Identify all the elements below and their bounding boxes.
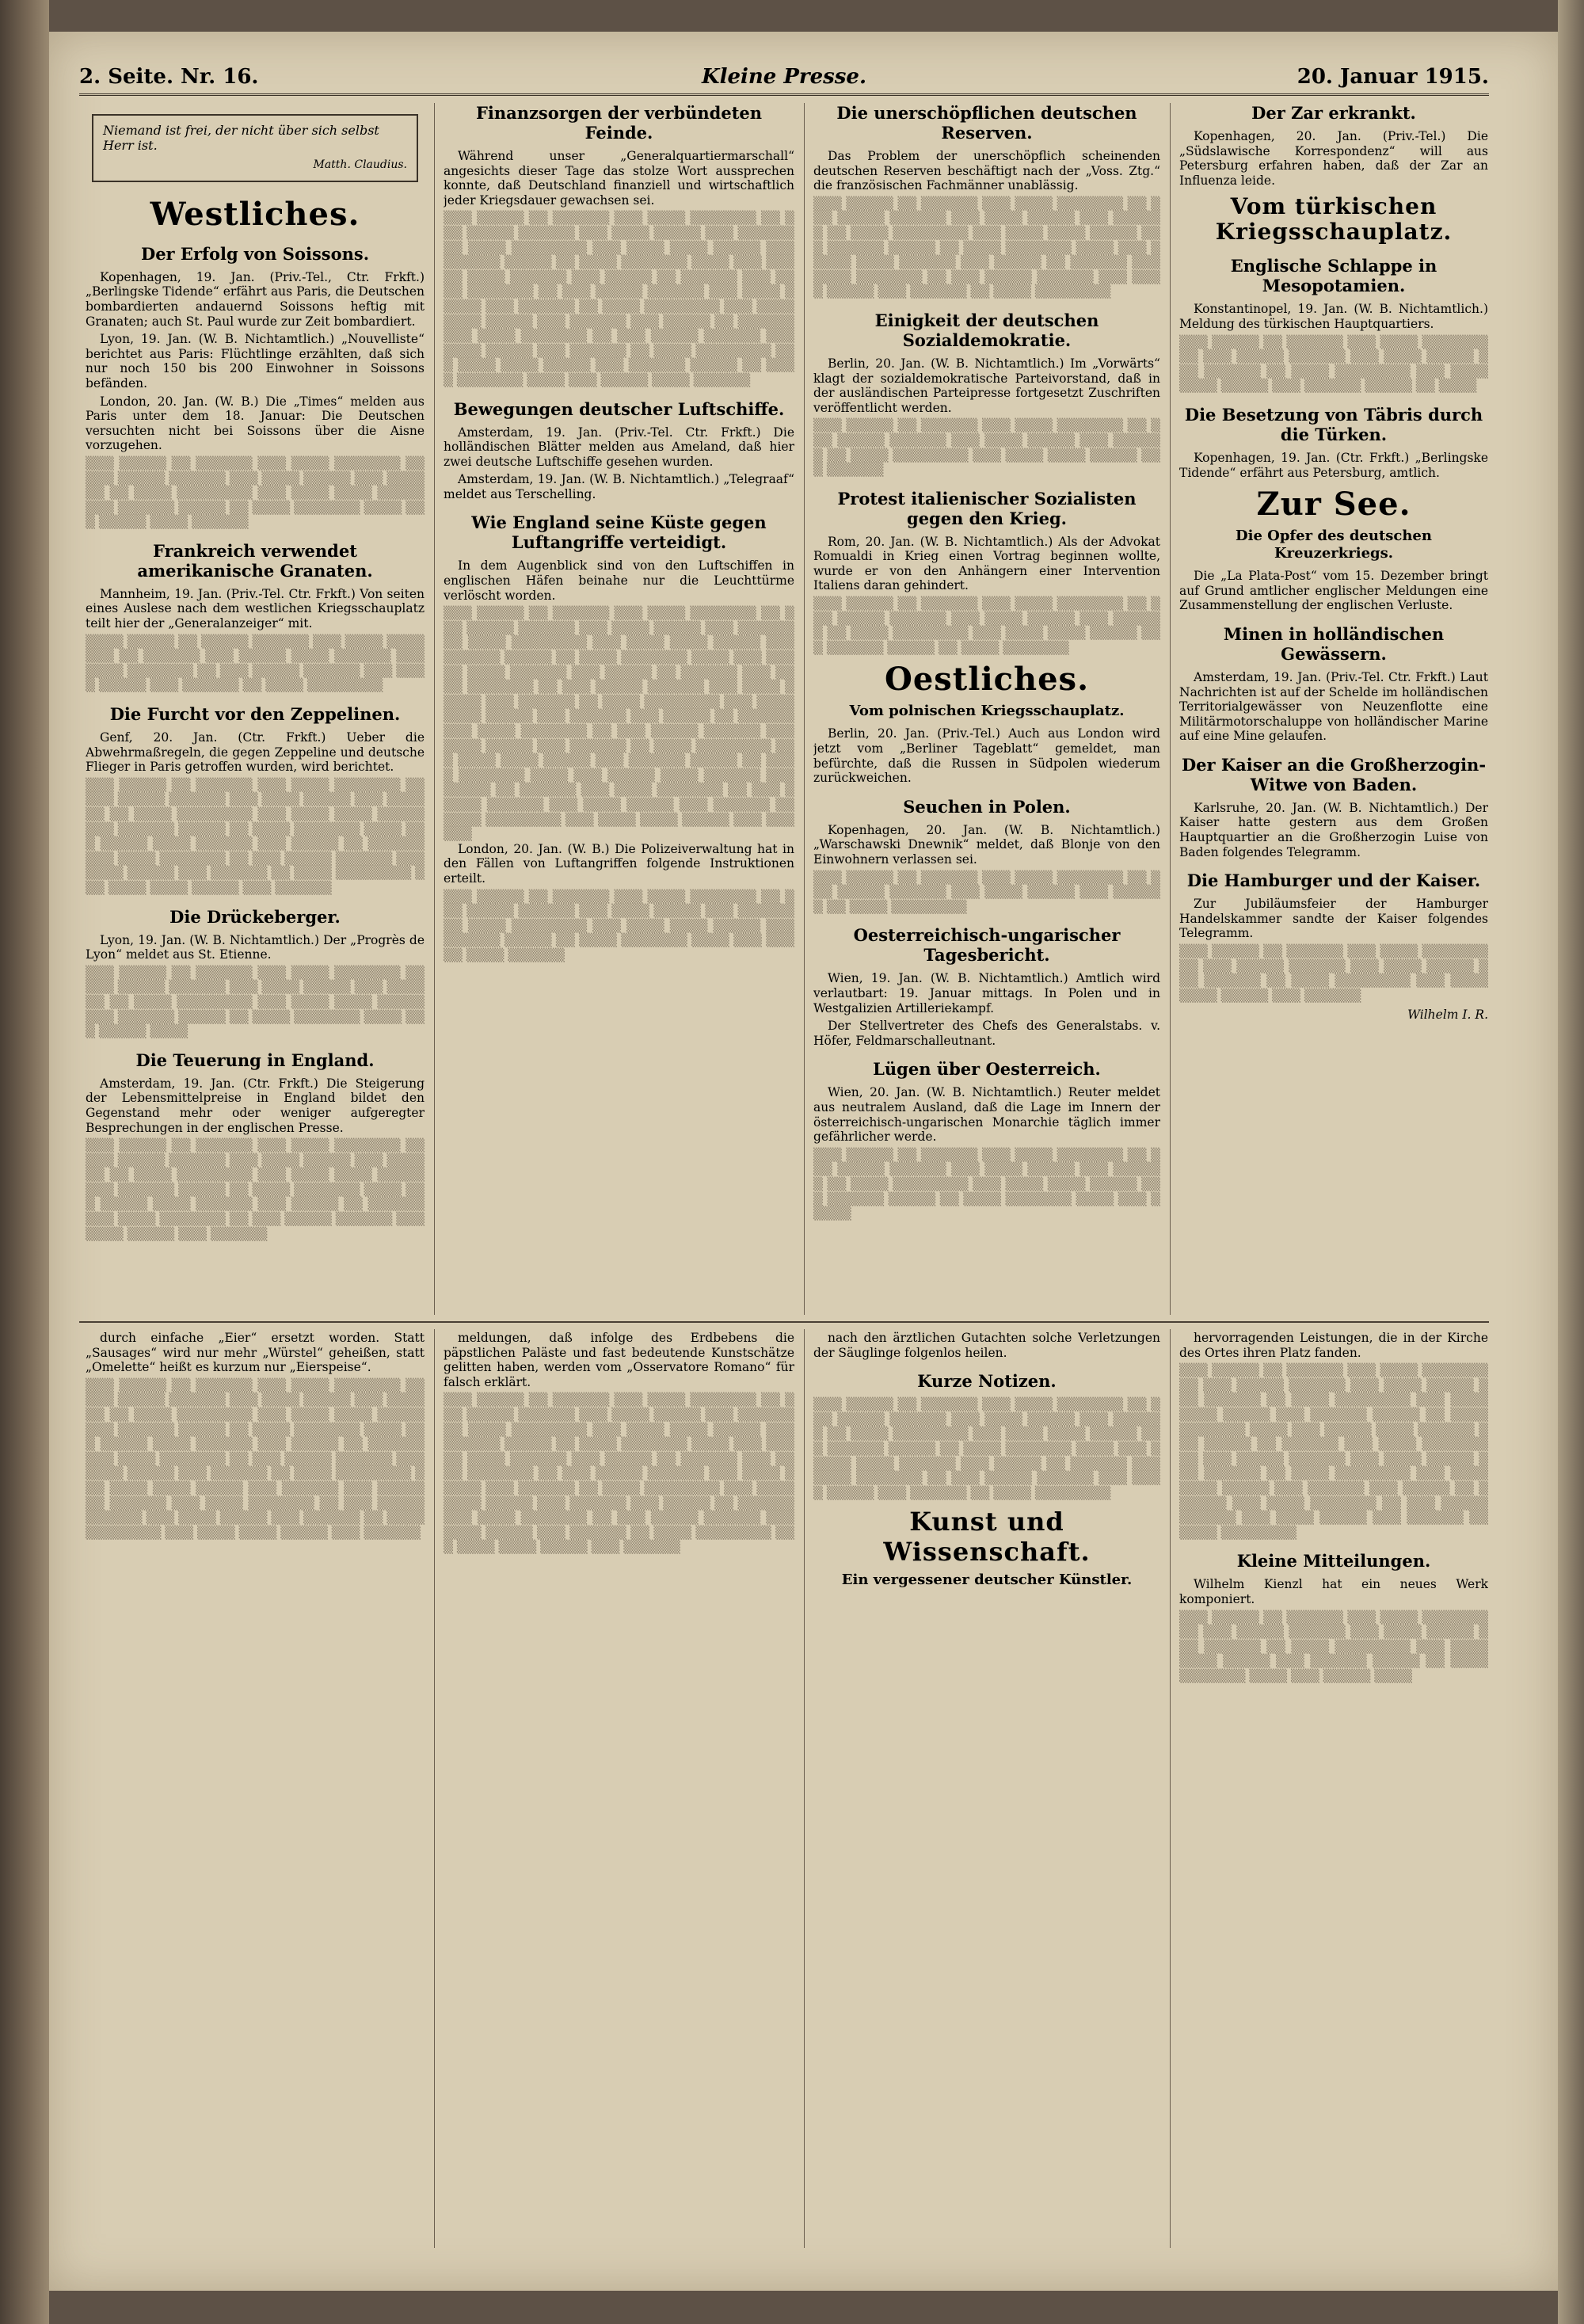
article-text: Wilhelm Kienzl hat ein neues Werk komponiert. (1179, 1577, 1488, 1606)
lower-column-1 (86, 1331, 425, 2242)
article-text: Lyon, 19. Jan. (W. B. Nichtamtlich.) Der „Progrès de Lyon“ meldet aus St. Etienne. (86, 932, 425, 962)
article-text: Mannheim, 19. Jan. (Priv.-Tel. Ctr. Frkft.) Von seiten eines Auslese nach dem westlichen Kriegsschauplatz teilt hier der „Generalanzeiger“ mit. (86, 586, 425, 631)
article-heading: Wie England seine Küste gegen Luftangriffe verteidigt. (471, 512, 767, 553)
article-heading: Die Opfer des deutschen Kreuzerkriegs. (1236, 528, 1432, 562)
motto-text: Niemand ist frei, der nicht über sich selbst Herr ist. (103, 123, 379, 153)
column-1 (86, 103, 425, 1315)
column-rule (1170, 1329, 1171, 2248)
article-text: Während unser „Generalquartiermarschall“ angesichts dieser Tage das stolze Wort aussprechen konnte, daß Deutschland finanziell und wirtschaftlich jeder Kriegsdauer gewachsen sei. (444, 149, 794, 208)
filler-text: ▒▒▒ ▒▒▒▒▒ ▒▒ ▒▒▒▒▒▒ ▒▒▒ ▒▒▒▒ ▒▒▒▒▒▒▒ ▒▒ ▒▒▒ ▒▒▒▒▒ ▒▒▒▒▒▒ ▒▒▒ ▒▒▒▒ ▒▒▒▒▒ ▒▒▒ ▒▒▒▒▒▒ ▒▒ ▒▒▒▒ ▒▒▒▒▒▒▒▒ ▒▒▒ ▒▒▒▒ ▒▒▒▒ ▒▒▒▒▒ ▒▒▒ ▒▒▒▒▒▒ (813, 418, 1160, 478)
article-heading: Einigkeit der deutschen Sozialdemokratie. (874, 310, 1099, 350)
article-heading: Die Hamburger und der Kaiser. (1186, 871, 1481, 891)
filler-text: ▒▒▒ ▒▒▒▒▒ ▒▒ ▒▒▒▒▒▒ ▒▒▒ ▒▒▒▒ ▒▒▒▒▒▒▒ ▒▒ ▒▒▒ ▒▒▒▒▒ ▒▒▒▒▒▒ ▒▒▒ ▒▒▒▒ ▒▒▒▒▒ ▒▒▒ ▒▒▒▒▒▒ ▒▒ ▒▒▒▒ ▒▒▒▒▒▒▒▒ ▒▒▒ ▒▒▒▒ ▒▒▒▒ ▒▒▒▒▒ ▒▒▒ ▒▒▒▒▒▒ ▒▒▒▒▒ ▒▒ ▒▒▒▒ ▒▒▒▒▒▒▒ ▒▒▒▒ ▒▒▒ ▒▒▒▒▒ ▒▒▒▒ ▒▒▒▒▒▒ ▒▒▒ ▒▒▒▒▒ ▒▒ ▒▒▒▒▒▒ ▒▒▒ ▒▒▒▒ ▒▒▒▒▒▒▒ ▒▒ ▒▒▒ ▒▒▒▒▒ ▒▒▒▒▒▒ ▒▒▒ ▒▒▒▒ ▒▒▒▒▒ ▒▒▒ ▒▒▒▒▒▒ ▒▒ ▒▒▒▒ ▒▒▒▒▒▒▒▒ ▒▒▒ ▒▒▒▒ ▒▒▒▒ ▒▒▒▒▒ ▒▒▒ ▒▒▒▒▒▒ (86, 777, 425, 895)
motto-author: Matth. Claudius. (313, 158, 407, 172)
article-text: Amsterdam, 19. Jan. (Ctr. Frkft.) Die Steigerung der Lebensmittelpreise in England bildet den Gegenstand mehr oder weniger aufgeregter Besprechungen in der englischen Presse. (86, 1076, 425, 1135)
article-heading: Finanzsorgen der verbündeten Feinde. (475, 103, 763, 143)
article-text: Wien, 20. Jan. (W. B. Nichtamtlich.) Reuter meldet aus neutralem Ausland, daß die Lage im Innern der österreichisch-ungarischen Monarchie täglich immer gefährlicher werde. (813, 1085, 1160, 1145)
filler-text: ▒▒▒ ▒▒▒▒▒ ▒▒ ▒▒▒▒▒▒ ▒▒▒ ▒▒▒▒ ▒▒▒▒▒▒▒ ▒▒ ▒▒▒ ▒▒▒▒▒ ▒▒▒▒▒▒ ▒▒▒ ▒▒▒▒ ▒▒▒▒▒ ▒▒▒ ▒▒▒▒▒▒ ▒▒ ▒▒▒▒ ▒▒▒▒▒▒▒▒ (813, 870, 1160, 914)
section-heading: Westliches. (150, 195, 360, 233)
paper-title: Kleine Presse. (701, 65, 867, 89)
filler-text: ▒▒▒▒ ▒▒▒▒▒ ▒▒ ▒▒▒▒▒ ▒▒▒▒▒▒ ▒▒▒ ▒▒▒▒ ▒▒▒▒▒▒▒ ▒▒ ▒▒▒▒▒▒ ▒▒▒ ▒▒▒▒▒ ▒▒▒▒ ▒▒▒▒▒▒ ▒▒▒ ▒▒▒▒ ▒▒▒▒▒▒▒ ▒▒ ▒▒▒ ▒▒▒▒▒ ▒▒▒▒▒▒ ▒▒▒ ▒▒▒▒ ▒▒▒▒▒ ▒▒▒ ▒▒▒▒▒▒ ▒▒ ▒▒▒▒ ▒▒▒▒▒▒▒▒ (86, 634, 425, 693)
article-text: Kopenhagen, 20. Jan. (Priv.-Tel.) Die „Südslawische Korrespondenz“ will aus Petersburg erfahren haben, daß der Zar an Influenza leide. (1179, 129, 1488, 188)
filler-text: ▒▒▒ ▒▒▒▒▒ ▒▒ ▒▒▒▒▒▒ ▒▒▒ ▒▒▒▒ ▒▒▒▒▒▒▒ ▒▒ ▒▒▒ ▒▒▒▒▒ ▒▒▒▒▒▒ ▒▒▒ ▒▒▒▒ ▒▒▒▒▒ ▒▒▒ ▒▒▒▒▒▒ ▒▒ ▒▒▒▒ ▒▒▒▒▒▒▒▒ ▒▒▒ ▒▒▒▒ ▒▒▒▒ ▒▒▒▒▒ ▒▒▒ ▒▒▒▒▒▒ ▒▒▒▒▒ ▒▒ ▒▒▒▒ ▒▒▒▒▒▒▒ ▒▒▒▒ ▒▒▒ ▒▒▒▒▒ ▒▒▒▒ ▒▒▒▒▒▒ (86, 455, 425, 530)
page-number: 2. Seite. Nr. 16. (79, 65, 259, 89)
article-text: Amsterdam, 19. Jan. (Priv.-Tel. Ctr. Frkft.) Laut Nachrichten ist auf der Schelde im holländischen Territorialgewässer von Neuzenflotte eine Militärmotorschaluppe von holländischer Marine auf eine Mine gelaufen. (1179, 669, 1488, 744)
article-text: Die „La Plata-Post“ vom 15. Dezember bringt auf Grund amtlicher englischer Meldungen eine Zusammenstellung der englischen Verluste. (1179, 569, 1488, 613)
article-heading: Protest italienischer Sozialisten gegen den Krieg. (837, 488, 1137, 528)
lower-column-3 (813, 1331, 1160, 2242)
lower-column-4 (1179, 1331, 1488, 2242)
filler-text: ▒▒▒ ▒▒▒▒▒ ▒▒ ▒▒▒▒▒▒ ▒▒▒ ▒▒▒▒ ▒▒▒▒▒▒▒ ▒▒ ▒▒▒ ▒▒▒▒▒ ▒▒▒▒▒▒ ▒▒▒ ▒▒▒▒ ▒▒▒▒▒ ▒▒▒ ▒▒▒▒▒▒ ▒▒ ▒▒▒▒ ▒▒▒▒▒▒▒▒ ▒▒▒ ▒▒▒▒ ▒▒▒▒ ▒▒▒▒▒ ▒▒▒ ▒▒▒▒▒▒ ▒▒▒▒▒ ▒▒ ▒▒▒▒ ▒▒▒▒▒▒▒ ▒▒▒▒ ▒▒▒ ▒▒▒▒▒ ▒▒▒▒ ▒▒▒▒▒▒ ▒▒▒ ▒▒▒▒▒ ▒▒ ▒▒▒▒▒▒ ▒▒▒ ▒▒▒▒ ▒▒▒▒▒▒▒ ▒▒ ▒▒▒ ▒▒▒▒▒ ▒▒▒▒▒▒ ▒▒▒ ▒▒▒▒ ▒▒▒▒▒ ▒▒▒ ▒▒▒▒▒▒ ▒▒ ▒▒▒▒ ▒▒▒▒▒▒▒▒ (813, 1397, 1160, 1500)
section-heading: Vom türkischen Kriegsschauplatz. (1215, 193, 1453, 246)
article-heading: Vom polnischen Kriegsschauplatz. (849, 703, 1125, 720)
article-heading: Der Kaiser an die Großherzogin-Witwe von Baden. (1181, 754, 1487, 794)
article-heading: Seuchen in Polen. (903, 796, 1071, 817)
article-heading: Die Besetzung von Täbris durch die Türken. (1184, 404, 1483, 444)
article-text: Konstantinopel, 19. Jan. (W. B. Nichtamtlich.) Meldung des türkischen Hauptquartiers. (1179, 302, 1488, 331)
filler-text: ▒▒▒ ▒▒▒▒▒ ▒▒ ▒▒▒▒▒▒ ▒▒▒ ▒▒▒▒ ▒▒▒▒▒▒▒ ▒▒ ▒▒▒ ▒▒▒▒▒ ▒▒▒▒▒▒ ▒▒▒ ▒▒▒▒ ▒▒▒▒▒ ▒▒▒ ▒▒▒▒▒▒ ▒▒ ▒▒▒▒ ▒▒▒▒▒▒▒▒ ▒▒▒ ▒▒▒▒ ▒▒▒▒ ▒▒▒▒▒ ▒▒▒ ▒▒▒▒▒▒ ▒▒▒▒▒ ▒▒ ▒▒▒▒ ▒▒▒▒▒▒▒ ▒▒▒▒ ▒▒▒ ▒▒▒▒▒ ▒▒▒▒ ▒▒▒▒▒▒ ▒▒▒ ▒▒▒▒▒ ▒▒ ▒▒▒▒▒▒ ▒▒▒ ▒▒▒▒ ▒▒▒▒▒▒▒ ▒▒ ▒▒▒ ▒▒▒▒▒ ▒▒▒▒▒▒ ▒▒▒ ▒▒▒▒ ▒▒▒▒▒ ▒▒▒ ▒▒▒▒▒▒ ▒▒ ▒▒▒▒ ▒▒▒▒▒▒▒▒ (813, 196, 1160, 299)
filler-text: ▒▒▒ ▒▒▒▒▒ ▒▒ ▒▒▒▒▒▒ ▒▒▒ ▒▒▒▒ ▒▒▒▒▒▒▒ ▒▒ ▒▒▒ ▒▒▒▒▒ ▒▒▒▒▒▒ ▒▒▒ ▒▒▒▒ ▒▒▒▒▒ ▒▒▒ ▒▒▒▒▒▒ ▒▒ ▒▒▒▒ ▒▒▒▒▒▒▒▒ ▒▒▒ ▒▒▒▒ ▒▒▒▒ ▒▒▒▒▒ ▒▒▒ ▒▒▒▒▒▒ ▒▒▒▒▒ ▒▒ ▒▒▒▒ ▒▒▒▒▒▒▒ ▒▒▒▒ ▒▒▒ ▒▒▒▒▒ ▒▒▒▒ ▒▒▒▒▒▒ ▒▒▒ ▒▒▒▒▒ ▒▒ ▒▒▒▒▒▒ ▒▒▒ ▒▒▒▒ ▒▒▒▒▒▒▒ ▒▒ ▒▒▒ ▒▒▒▒▒ ▒▒▒▒▒▒ ▒▒▒ ▒▒▒▒ ▒▒▒▒▒ ▒▒▒ ▒▒▒▒▒▒ ▒▒ ▒▒▒▒ ▒▒▒▒▒▒▒▒ ▒▒▒ ▒▒▒▒ ▒▒▒▒ ▒▒▒▒▒ ▒▒▒ ▒▒▒▒▒▒ ▒▒▒ ▒▒▒▒▒ ▒▒ ▒▒▒▒▒▒ ▒▒▒ ▒▒▒▒ ▒▒▒▒▒▒▒ ▒▒ ▒▒▒ ▒▒▒▒▒ ▒▒▒▒▒▒ ▒▒▒ ▒▒▒▒ ▒▒▒▒▒ ▒▒▒ ▒▒▒▒▒▒ ▒▒ ▒▒▒▒ ▒▒▒▒▒▒▒▒ ▒▒▒ ▒▒▒▒ ▒▒▒▒ ▒▒▒▒▒ ▒▒▒ ▒▒▒▒▒▒ ▒▒▒▒▒ ▒▒ ▒▒▒▒ ▒▒▒▒▒▒▒ ▒▒▒▒ ▒▒▒ ▒▒▒▒▒ ▒▒▒▒ ▒▒▒▒▒▒ (444, 211, 794, 387)
article-text: durch einfache „Eier“ ersetzt worden. Statt „Sausages“ wird nur mehr „Würstel“ geheißen, statt „Omelette“ heißt es kurzum nur „Eierspeise“. (86, 1331, 425, 1375)
column-3 (813, 103, 1160, 1315)
lower-column-2 (444, 1331, 794, 2242)
article-heading: Die Teuerung in England. (135, 1050, 375, 1070)
filler-text: ▒▒▒ ▒▒▒▒▒ ▒▒ ▒▒▒▒▒▒ ▒▒▒ ▒▒▒▒ ▒▒▒▒▒▒▒ ▒▒ ▒▒▒ ▒▒▒▒▒ ▒▒▒▒▒▒ ▒▒▒ ▒▒▒▒ ▒▒▒▒▒ ▒▒▒ ▒▒▒▒▒▒ ▒▒ ▒▒▒▒ ▒▒▒▒▒▒▒▒ ▒▒▒ ▒▒▒▒ ▒▒▒▒ ▒▒▒▒▒ ▒▒▒ ▒▒▒▒▒▒ ▒▒▒▒▒ ▒▒ ▒▒▒▒ ▒▒▒▒▒▒▒ ▒▒▒▒ ▒▒▒ ▒▒▒▒▒ ▒▒▒▒ ▒▒▒▒▒▒ (444, 889, 794, 962)
article-text: Der Stellvertreter des Chefs des Generalstabs. v. Höfer, Feldmarschalleutnant. (813, 1019, 1160, 1048)
article-heading: Kleine Mitteilungen. (1236, 1551, 1431, 1572)
filler-text: ▒▒▒ ▒▒▒▒▒ ▒▒ ▒▒▒▒▒▒ ▒▒▒ ▒▒▒▒ ▒▒▒▒▒▒▒ ▒▒ ▒▒▒ ▒▒▒▒▒ ▒▒▒▒▒▒ ▒▒▒ ▒▒▒▒ ▒▒▒▒▒ ▒▒▒ ▒▒▒▒▒▒ ▒▒ ▒▒▒▒ ▒▒▒▒▒▒▒▒ ▒▒▒ ▒▒▒▒ ▒▒▒▒ ▒▒▒▒▒ ▒▒▒ ▒▒▒▒▒▒ ▒▒▒▒▒ ▒▒ ▒▒▒▒ ▒▒▒▒▒▒▒ ▒▒▒▒ ▒▒▒ ▒▒▒▒▒ ▒▒▒▒ ▒▒▒▒▒▒ ▒▒▒ ▒▒▒▒▒ ▒▒ ▒▒▒▒▒▒ ▒▒▒ ▒▒▒▒ ▒▒▒▒▒▒▒ ▒▒ ▒▒▒ ▒▒▒▒▒ ▒▒▒▒▒▒ ▒▒▒ ▒▒▒▒ ▒▒▒▒▒ ▒▒▒ ▒▒▒▒▒▒ ▒▒ ▒▒▒▒ ▒▒▒▒▒▒▒▒ ▒▒▒ ▒▒▒▒ ▒▒▒▒ ▒▒▒▒▒ ▒▒▒ ▒▒▒▒▒▒ ▒▒▒ ▒▒▒▒▒ ▒▒ ▒▒▒▒▒▒ ▒▒▒ ▒▒▒▒ ▒▒▒▒▒▒▒ ▒▒ ▒▒▒ ▒▒▒▒▒ ▒▒▒▒▒▒ ▒▒▒ ▒▒▒▒ ▒▒▒▒▒ ▒▒▒ ▒▒▒▒▒▒ ▒▒ ▒▒▒▒ ▒▒▒▒▒▒▒▒ ▒▒▒ ▒▒▒▒ ▒▒▒▒ ▒▒▒▒▒ ▒▒▒ ▒▒▒▒▒▒ (444, 1392, 794, 1555)
article-heading: Englische Schlappe in Mesopotamien. (1230, 256, 1437, 296)
article-text: Rom, 20. Jan. (W. B. Nichtamtlich.) Als der Advokat Romualdi in Krieg einen Vortrag beginnen wollte, wurde er von den Anhängern einer Intervention Italiens daran gehindert. (813, 534, 1160, 593)
filler-text: ▒▒▒ ▒▒▒▒▒ ▒▒ ▒▒▒▒▒▒ ▒▒▒ ▒▒▒▒ ▒▒▒▒▒▒▒ ▒▒ ▒▒▒ ▒▒▒▒▒ ▒▒▒▒▒▒ ▒▒▒ ▒▒▒▒ ▒▒▒▒▒ ▒▒▒ ▒▒▒▒▒▒ ▒▒ ▒▒▒▒ ▒▒▒▒▒▒▒▒ ▒▒▒ ▒▒▒▒ ▒▒▒▒ ▒▒▒▒▒ ▒▒▒ ▒▒▒▒▒▒ ▒▒▒▒▒ ▒▒ ▒▒▒▒ ▒▒▒▒▒▒▒ (813, 596, 1160, 655)
article-text: London, 20. Jan. (W. B.) Die Polizeiverwaltung hat in den Fällen von Luftangriffen folgende Instruktionen erteilt. (444, 841, 794, 886)
article-heading: Die Drückeberger. (169, 906, 341, 927)
article-text: nach den ärztlichen Gutachten solche Verletzungen der Säuglinge folgenlos heilen. (813, 1331, 1160, 1360)
filler-text: ▒▒▒ ▒▒▒▒▒ ▒▒ ▒▒▒▒▒▒ ▒▒▒ ▒▒▒▒ ▒▒▒▒▒▒▒ ▒▒ ▒▒▒ ▒▒▒▒▒ ▒▒▒▒▒▒ ▒▒▒ ▒▒▒▒ ▒▒▒▒▒ ▒▒▒ ▒▒▒▒▒▒ ▒▒ ▒▒▒▒ ▒▒▒▒▒▒▒▒ ▒▒▒ ▒▒▒▒ ▒▒▒▒ ▒▒▒▒▒ ▒▒▒ ▒▒▒▒▒▒ ▒▒▒▒▒ ▒▒ ▒▒▒▒ ▒▒▒▒▒▒▒ ▒▒▒▒ ▒▒▒ ▒▒▒▒▒ ▒▒▒▒ ▒▒▒▒▒▒ ▒▒▒ ▒▒▒▒▒ ▒▒ ▒▒▒▒▒▒ ▒▒▒ ▒▒▒▒ ▒▒▒▒▒▒▒ ▒▒ ▒▒▒ ▒▒▒▒▒ ▒▒▒▒▒▒ ▒▒▒ ▒▒▒▒ ▒▒▒▒▒ ▒▒▒ ▒▒▒▒▒▒ (86, 1138, 425, 1241)
masthead (79, 62, 1489, 96)
article-heading: Oesterreichisch-ungarischer Tagesbericht. (853, 925, 1121, 966)
article-heading: Die Furcht vor den Zeppelinen. (109, 704, 401, 725)
article-text: Lyon, 19. Jan. (W. B. Nichtamtlich.) „Nouvelliste“ berichtet aus Paris: Flüchtlinge erzählten, daß sich nur noch 150 bis 200 Einwohner in Soissons befänden. (86, 332, 425, 391)
article-text: Das Problem der unerschöpflich scheinenden deutschen Reserven beschäftigt nach der „Voss. Ztg.“ die französischen Fachmänner unablässig. (813, 149, 1160, 193)
column-2 (444, 103, 794, 1315)
article-text: Amsterdam, 19. Jan. (W. B. Nichtamtlich.) „Telegraaf“ meldet aus Terschelling. (444, 472, 794, 501)
filler-text: ▒▒▒ ▒▒▒▒▒ ▒▒ ▒▒▒▒▒▒ ▒▒▒ ▒▒▒▒ ▒▒▒▒▒▒▒ ▒▒ ▒▒▒ ▒▒▒▒▒ ▒▒▒▒▒▒ ▒▒▒ ▒▒▒▒ ▒▒▒▒▒ ▒▒▒ ▒▒▒▒▒▒ ▒▒ ▒▒▒▒ ▒▒▒▒▒▒▒▒ ▒▒▒ ▒▒▒▒ ▒▒▒▒ ▒▒▒▒▒ ▒▒▒ ▒▒▒▒▒▒ ▒▒▒▒▒ ▒▒ ▒▒▒▒ (1179, 334, 1488, 394)
column-rule (1170, 103, 1171, 1315)
filler-text: ▒▒▒ ▒▒▒▒▒ ▒▒ ▒▒▒▒▒▒ ▒▒▒ ▒▒▒▒ ▒▒▒▒▒▒▒ ▒▒ ▒▒▒ ▒▒▒▒▒ ▒▒▒▒▒▒ ▒▒▒ ▒▒▒▒ ▒▒▒▒▒ ▒▒▒ ▒▒▒▒▒▒ ▒▒ ▒▒▒▒ ▒▒▒▒▒▒▒▒ ▒▒▒ ▒▒▒▒ ▒▒▒▒ ▒▒▒▒▒ ▒▒▒ ▒▒▒▒▒▒ ▒▒▒▒▒ ▒▒ ▒▒▒▒ ▒▒▒▒▒▒▒ ▒▒▒▒ ▒▒▒ ▒▒▒▒▒ ▒▒▒▒ ▒▒▒▒▒▒ ▒▒▒ ▒▒▒▒▒ ▒▒ ▒▒▒▒▒▒ ▒▒▒ ▒▒▒▒ ▒▒▒▒▒▒▒ ▒▒ ▒▒▒ ▒▒▒▒▒ ▒▒▒▒▒▒ ▒▒▒ ▒▒▒▒ ▒▒▒▒▒ ▒▒▒ ▒▒▒▒▒▒ ▒▒ ▒▒▒▒ ▒▒▒▒▒▒▒▒ ▒▒▒ ▒▒▒▒ ▒▒▒▒ ▒▒▒▒▒ ▒▒▒ ▒▒▒▒▒▒ ▒▒▒ ▒▒▒▒▒ ▒▒ ▒▒▒▒▒▒ ▒▒▒ ▒▒▒▒ ▒▒▒▒▒▒▒ ▒▒ ▒▒▒ ▒▒▒▒▒ ▒▒▒▒▒▒ ▒▒▒ ▒▒▒▒ ▒▒▒▒▒ ▒▒▒ ▒▒▒▒▒▒ ▒▒ ▒▒▒▒ ▒▒▒▒▒▒▒▒ ▒▒▒ ▒▒▒▒ ▒▒▒▒ ▒▒▒▒▒ ▒▒▒ ▒▒▒▒▒▒ ▒▒▒▒▒ ▒▒ ▒▒▒▒ ▒▒▒▒▒▒▒ ▒▒▒▒ ▒▒▒ ▒▒▒▒▒ ▒▒▒▒ ▒▒▒▒▒▒ ▒▒▒ ▒▒▒▒▒ ▒▒ ▒▒▒▒▒▒ ▒▒▒ ▒▒▒▒ ▒▒▒▒▒▒▒ ▒▒ ▒▒▒ ▒▒▒▒▒ ▒▒▒▒▒▒ ▒▒▒ ▒▒▒▒ ▒▒▒▒▒ ▒▒▒ ▒▒▒▒▒▒ ▒▒ ▒▒▒▒ ▒▒▒▒▒▒▒▒ ▒▒▒ ▒▒▒▒ ▒▒▒▒ ▒▒▒▒▒ ▒▒▒ ▒▒▒▒▒▒ (444, 606, 794, 842)
filler-text: ▒▒▒ ▒▒▒▒▒ ▒▒ ▒▒▒▒▒▒ ▒▒▒ ▒▒▒▒ ▒▒▒▒▒▒▒ ▒▒ ▒▒▒ ▒▒▒▒▒ ▒▒▒▒▒▒ ▒▒▒ ▒▒▒▒ ▒▒▒▒▒ ▒▒▒ ▒▒▒▒▒▒ ▒▒ ▒▒▒▒ ▒▒▒▒▒▒▒▒ ▒▒▒ ▒▒▒▒ ▒▒▒▒ ▒▒▒▒▒ ▒▒▒ ▒▒▒▒▒▒ ▒▒▒▒▒ ▒▒ ▒▒▒▒ ▒▒▒▒▒▒▒ ▒▒▒▒ ▒▒▒ ▒▒▒▒▒ (813, 1147, 1160, 1221)
article-text: Wien, 19. Jan. (W. B. Nichtamtlich.) Amtlich wird verlautbart: 19. Januar mittags. In Polen und in Westgalizien Artilleriekampf. (813, 971, 1160, 1015)
article-text: In dem Augenblick sind von den Luftschiffen in englischen Häfen beinahe nur die Leuchttürme verlöscht worden. (444, 558, 794, 603)
article-heading: Der Erfolg von Soissons. (140, 243, 370, 264)
filler-text: ▒▒▒ ▒▒▒▒▒ ▒▒ ▒▒▒▒▒▒ ▒▒▒ ▒▒▒▒ ▒▒▒▒▒▒▒ ▒▒ ▒▒▒ ▒▒▒▒▒ ▒▒▒▒▒▒ ▒▒▒ ▒▒▒▒ ▒▒▒▒▒ ▒▒▒ ▒▒▒▒▒▒ ▒▒ ▒▒▒▒ ▒▒▒▒▒▒▒▒ ▒▒▒ ▒▒▒▒ ▒▒▒▒ ▒▒▒▒▒ ▒▒▒ ▒▒▒▒▒▒ (1179, 944, 1488, 1003)
article-heading: Der Zar erkrankt. (1251, 103, 1416, 123)
column-rule (434, 1329, 435, 2248)
column-rule (804, 103, 805, 1315)
section-heading: Oestliches. (884, 661, 1089, 699)
article-text: Berlin, 20. Jan. (W. B. Nichtamtlich.) Im „Vorwärts“ klagt der sozialdemokratische Parteivorstand, daß in der ausländischen Parteipresse fortgesetzt Zuschriften veröffentlicht werden. (813, 356, 1160, 415)
article-heading: Frankreich verwendet amerikanische Granaten. (137, 540, 373, 581)
column-4 (1179, 103, 1488, 1315)
article-heading: Lügen über Oesterreich. (873, 1059, 1101, 1080)
article-text: Berlin, 20. Jan. (Priv.-Tel.) Auch aus London wird jetzt vom „Berliner Tageblatt“ gemeldet, man befürchte, daß die Russen in Südpolen wiederum zurückweichen. (813, 726, 1160, 786)
section-heading: Zur See. (1256, 486, 1411, 524)
article-heading: Kurze Notizen. (917, 1371, 1057, 1392)
filler-text: ▒▒▒ ▒▒▒▒▒ ▒▒ ▒▒▒▒▒▒ ▒▒▒ ▒▒▒▒ ▒▒▒▒▒▒▒ ▒▒ ▒▒▒ ▒▒▒▒▒ ▒▒▒▒▒▒ ▒▒▒ ▒▒▒▒ ▒▒▒▒▒ ▒▒▒ ▒▒▒▒▒▒ ▒▒ ▒▒▒▒ ▒▒▒▒▒▒▒▒ ▒▒▒ ▒▒▒▒ ▒▒▒▒ ▒▒▒▒▒ ▒▒▒ ▒▒▒▒▒▒ ▒▒▒▒▒ ▒▒ ▒▒▒▒ ▒▒▒▒▒▒▒ ▒▒▒▒ ▒▒▒ ▒▒▒▒▒ ▒▒▒▒ ▒▒▒▒▒▒ ▒▒▒ ▒▒▒▒▒ ▒▒ ▒▒▒▒▒▒ ▒▒▒ ▒▒▒▒ ▒▒▒▒▒▒▒ ▒▒ ▒▒▒ ▒▒▒▒▒ ▒▒▒▒▒▒ ▒▒▒ ▒▒▒▒ ▒▒▒▒▒ ▒▒▒ ▒▒▒▒▒▒ ▒▒ ▒▒▒▒ ▒▒▒▒▒▒▒▒ ▒▒▒ ▒▒▒▒ ▒▒▒▒ ▒▒▒▒▒ ▒▒▒ ▒▒▒▒▒▒ ▒▒▒ ▒▒▒▒▒ ▒▒ ▒▒▒▒▒▒ ▒▒▒ ▒▒▒▒ ▒▒▒▒▒▒▒ ▒▒ ▒▒▒ ▒▒▒▒▒ ▒▒▒▒▒▒ ▒▒▒ ▒▒▒▒ ▒▒▒▒▒ ▒▒▒ ▒▒▒▒▒▒ ▒▒ ▒▒▒▒ ▒▒▒▒▒▒▒▒ ▒▒▒ ▒▒▒▒ ▒▒▒▒ ▒▒▒▒▒ ▒▒▒ ▒▒▒▒▒▒ (86, 1377, 425, 1540)
issue-date: 20. Januar 1915. (1297, 65, 1489, 89)
column-rule (804, 1329, 805, 2248)
article-heading: Bewegungen deutscher Luftschiffe. (453, 398, 785, 419)
motto-box (92, 114, 418, 182)
article-text: Kopenhagen, 19. Jan. (Priv.-Tel., Ctr. Frkft.) „Berlingske Tidende“ erfährt aus Paris, die Deutschen bombardierten andauernd Soissons heftig mit Granaten; auch St. Paul wurde zur Zeit bombardiert. (86, 269, 425, 329)
signature: Wilhelm I. R. (1407, 1008, 1488, 1023)
article-text: Zur Jubiläumsfeier der Hamburger Handelskammer sandte der Kaiser folgendes Telegramm. (1179, 897, 1488, 941)
article-heading: Die unerschöpflichen deutschen Reserven. (836, 103, 1137, 143)
article-heading: Minen in holländischen Gewässern. (1223, 623, 1445, 664)
section-rule (79, 1321, 1489, 1323)
article-text: meldungen, daß infolge des Erdbebens die päpstlichen Paläste und fast bedeutende Kunstschätze gelitten haben, werden vom „Osservatore Romano“ für falsch erklärt. (444, 1331, 794, 1389)
filler-text: ▒▒▒ ▒▒▒▒▒ ▒▒ ▒▒▒▒▒▒ ▒▒▒ ▒▒▒▒ ▒▒▒▒▒▒▒ ▒▒ ▒▒▒ ▒▒▒▒▒ ▒▒▒▒▒▒ ▒▒▒ ▒▒▒▒ ▒▒▒▒▒ ▒▒▒ ▒▒▒▒▒▒ ▒▒ ▒▒▒▒ ▒▒▒▒▒▒▒▒ ▒▒▒ ▒▒▒▒ ▒▒▒▒ ▒▒▒▒▒ ▒▒▒ ▒▒▒▒▒▒ ▒▒▒▒▒ ▒▒ ▒▒▒▒ ▒▒▒▒▒▒▒ ▒▒▒▒ ▒▒▒ ▒▒▒▒▒ ▒▒▒▒ (1179, 1610, 1488, 1683)
section-heading: Kunst und Wissenschaft. (883, 1507, 1091, 1568)
filler-text: ▒▒▒ ▒▒▒▒▒ ▒▒ ▒▒▒▒▒▒ ▒▒▒ ▒▒▒▒ ▒▒▒▒▒▒▒ ▒▒ ▒▒▒ ▒▒▒▒▒ ▒▒▒▒▒▒ ▒▒▒ ▒▒▒▒ ▒▒▒▒▒ ▒▒▒ ▒▒▒▒▒▒ ▒▒ ▒▒▒▒ ▒▒▒▒▒▒▒▒ ▒▒▒ ▒▒▒▒ ▒▒▒▒ ▒▒▒▒▒ ▒▒▒ ▒▒▒▒▒▒ ▒▒▒▒▒ ▒▒ ▒▒▒▒ ▒▒▒▒▒▒▒ ▒▒▒▒ ▒▒▒ ▒▒▒▒▒ ▒▒▒▒ (86, 965, 425, 1039)
column-rule (434, 103, 435, 1315)
article-text: Genf, 20. Jan. (Ctr. Frkft.) Ueber die Abwehrmaßregeln, die gegen Zeppeline und deutsche Flieger in Paris getroffen wurden, wird berichtet. (86, 730, 425, 775)
book-spine (0, 0, 49, 2324)
article-text: Amsterdam, 19. Jan. (Priv.-Tel. Ctr. Frkft.) Die holländischen Blätter melden aus Ameland, daß hier zwei deutsche Luftschiffe gesehen wurden. (444, 425, 794, 469)
article-text: Kopenhagen, 20. Jan. (W. B. Nichtamtlich.) „Warschawski Dnewnik“ meldet, daß Blonje von den Einwohnern verlassen sei. (813, 822, 1160, 867)
article-text: London, 20. Jan. (W. B.) Die „Times“ melden aus Paris unter dem 18. Januar: Die Deutschen versuchten nicht bei Soissons über die Aisne vorzugehen. (86, 394, 425, 453)
article-heading: Ein vergessener deutscher Künstler. (841, 1572, 1133, 1589)
article-text: hervorragenden Leistungen, die in der Kirche des Ortes ihren Platz fanden. (1179, 1331, 1488, 1360)
article-text: Kopenhagen, 19. Jan. (Ctr. Frkft.) „Berlingske Tidende“ erfährt aus Petersburg, amtlich. (1179, 450, 1488, 480)
page-stack-edge (1558, 0, 1584, 2324)
article-text: Karlsruhe, 20. Jan. (W. B. Nichtamtlich.) Der Kaiser hatte gestern aus dem Großen Hauptquartier an die Großherzogin Luise von Baden folgendes Telegramm. (1179, 800, 1488, 859)
filler-text: ▒▒▒ ▒▒▒▒▒ ▒▒ ▒▒▒▒▒▒ ▒▒▒ ▒▒▒▒ ▒▒▒▒▒▒▒ ▒▒ ▒▒▒ ▒▒▒▒▒ ▒▒▒▒▒▒ ▒▒▒ ▒▒▒▒ ▒▒▒▒▒ ▒▒▒ ▒▒▒▒▒▒ ▒▒ ▒▒▒▒ ▒▒▒▒▒▒▒▒ ▒▒▒ ▒▒▒▒ ▒▒▒▒ ▒▒▒▒▒ ▒▒▒ ▒▒▒▒▒▒ ▒▒▒▒▒ ▒▒ ▒▒▒▒ ▒▒▒▒▒▒▒ ▒▒▒▒ ▒▒▒ ▒▒▒▒▒ ▒▒▒▒ ▒▒▒▒▒▒ ▒▒▒ ▒▒▒▒▒ ▒▒ ▒▒▒▒▒▒ ▒▒▒ ▒▒▒▒ ▒▒▒▒▒▒▒ ▒▒ ▒▒▒ ▒▒▒▒▒ ▒▒▒▒▒▒ ▒▒▒ ▒▒▒▒ ▒▒▒▒▒ ▒▒▒ ▒▒▒▒▒▒ ▒▒ ▒▒▒▒ ▒▒▒▒▒▒▒▒ ▒▒▒ ▒▒▒▒ ▒▒▒▒ ▒▒▒▒▒ ▒▒▒ ▒▒▒▒▒▒ ▒▒▒ ▒▒▒▒▒ ▒▒ ▒▒▒▒▒▒ ▒▒▒ ▒▒▒▒ ▒▒▒▒▒▒▒ ▒▒ ▒▒▒ ▒▒▒▒▒ ▒▒▒▒▒▒ ▒▒▒ ▒▒▒▒ ▒▒▒▒▒ ▒▒▒ ▒▒▒▒▒▒ ▒▒ ▒▒▒▒ ▒▒▒▒▒▒▒▒ (1179, 1363, 1488, 1540)
